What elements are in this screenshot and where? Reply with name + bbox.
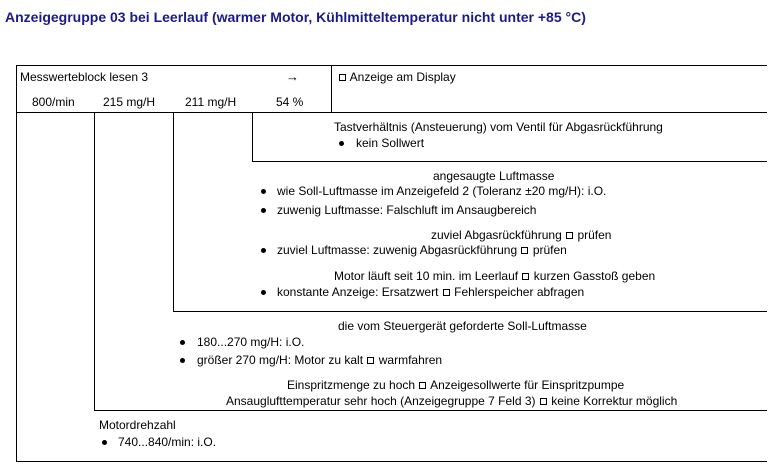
bullet-icon xyxy=(261,248,266,253)
field-value-2: 215 mg/H xyxy=(103,95,156,109)
field-3-bullet-1: wie Soll-Luftmasse im Anzeigefeld 2 (Toleranz ±20 mg/H): i.O. xyxy=(277,184,607,198)
field-3-bullet-4-b: Fehlerspeicher abfragen xyxy=(454,285,585,299)
field-2-note-2 xyxy=(226,394,677,408)
field-2-bullet-2 xyxy=(197,353,442,367)
field-3-heading: angesaugte Luftmasse xyxy=(433,169,555,183)
display-label: Anzeige am Display xyxy=(349,70,456,84)
table-border-bottom xyxy=(16,461,767,462)
field-3-bullet-3-a: zuviel Luftmasse: zuwenig Abgasrückführung xyxy=(277,243,518,257)
field-value-4: 54 % xyxy=(276,95,304,109)
field-3-note-3-b: kurzen Gasstoß geben xyxy=(533,269,656,283)
bracket-field-3-vertical xyxy=(173,112,174,312)
bullet-icon xyxy=(102,440,107,445)
field-2-heading: die vom Steuergerät geforderte Soll-Luftmasse xyxy=(338,319,587,333)
bracket-field-4-vertical xyxy=(252,112,253,162)
field-3-bullet-2: zuwenig Luftmasse: Falschluft im Ansaugbereich xyxy=(277,203,537,217)
box-icon xyxy=(443,289,450,296)
field-3-bullet-4 xyxy=(277,285,584,299)
field-1-bullet-1: 740...840/min: i.O. xyxy=(118,435,217,449)
box-icon xyxy=(419,382,426,389)
table-border-mid xyxy=(16,112,767,113)
field-value-1: 800/min xyxy=(32,95,75,109)
field-3-note-3 xyxy=(334,269,655,283)
box-icon xyxy=(566,232,573,239)
field-4-heading: Tastverhältnis (Ansteuerung) vom Ventil für Abgasrückführung xyxy=(334,120,663,134)
field-2-note-1-a: Einspritzmenge zu hoch xyxy=(287,378,416,392)
field-1-heading: Motordrehzahl xyxy=(99,418,176,432)
box-icon xyxy=(367,357,374,364)
bullet-icon xyxy=(261,189,266,194)
bullet-icon xyxy=(180,358,185,363)
bullet-icon xyxy=(261,208,266,213)
field-2-note-2-a: Ansauglufttemperatur sehr hoch (Anzeigegruppe 7 Feld 3) xyxy=(226,394,536,408)
bracket-field-2-horizontal xyxy=(94,410,767,411)
box-icon xyxy=(540,398,547,405)
table-border-top xyxy=(16,65,767,66)
table-border-left xyxy=(16,65,17,462)
field-3-note-2-b: prüfen xyxy=(577,228,612,242)
field-value-3: 211 mg/H xyxy=(185,95,237,109)
field-4-bullet-1: kein Sollwert xyxy=(356,136,425,150)
bullet-icon xyxy=(180,340,185,345)
bracket-field-2-vertical xyxy=(94,112,95,411)
field-2-note-1-b: Anzeigesollwerte für Einspritzpumpe xyxy=(430,378,625,392)
box-icon xyxy=(521,247,528,254)
arrow-icon: → xyxy=(286,69,299,84)
field-2-note-1 xyxy=(287,378,624,392)
field-3-note-3-a: Motor läuft seit 10 min. im Leerlauf xyxy=(334,269,519,283)
field-2-bullet-1: 180...270 mg/H: i.O. xyxy=(197,335,305,349)
bracket-field-3-horizontal xyxy=(173,311,767,312)
bullet-icon xyxy=(261,290,266,295)
table-divider xyxy=(331,65,332,113)
box-icon xyxy=(339,74,346,81)
field-3-bullet-4-a: konstante Anzeige: Ersatzwert xyxy=(277,285,439,299)
field-3-bullet-3 xyxy=(277,243,567,257)
field-3-note-2 xyxy=(431,228,611,242)
display-label-row xyxy=(338,70,456,84)
field-2-note-2-b: keine Korrektur möglich xyxy=(551,394,678,408)
field-2-bullet-2-a: größer 270 mg/H: Motor zu kalt xyxy=(197,353,364,367)
bullet-icon xyxy=(339,141,344,146)
page-title: Anzeigegruppe 03 bei Leerlauf (warmer Motor, Kühlmitteltemperatur nicht unter +85 °C) xyxy=(5,9,586,25)
field-2-bullet-2-b: warmfahren xyxy=(378,353,443,367)
box-icon xyxy=(522,273,529,280)
block-label: Messwerteblock lesen 3 xyxy=(20,70,149,84)
field-3-note-2-a: zuviel Abgasrückführung xyxy=(431,228,562,242)
bracket-field-4-horizontal xyxy=(252,161,767,162)
field-3-bullet-3-b: prüfen xyxy=(532,243,567,257)
